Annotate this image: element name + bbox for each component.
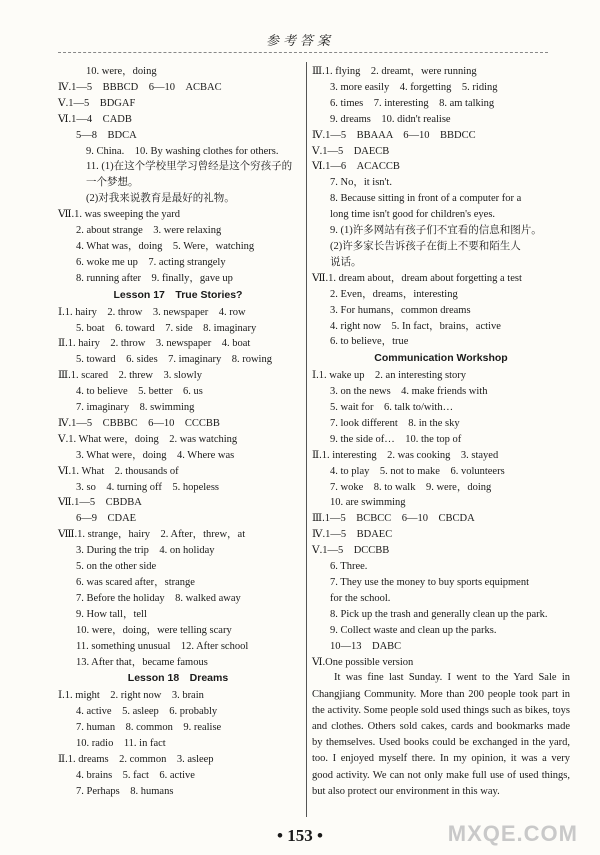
answer-line: 7. woke 8. to walk 9. were，doing — [330, 481, 492, 493]
answer-line: 4. brains 5. fact 6. active — [76, 769, 195, 781]
answer-line: 6. to believe，true — [330, 336, 409, 348]
answer-line: 4. to believe 5. better 6. us — [76, 386, 203, 398]
answer-line: Ⅳ.1—5 CBBBC 6—10 CCCBB — [58, 417, 220, 429]
answer-line: 10—13 DABC — [330, 640, 402, 652]
answer-line: Ⅷ.1. strange，hairy 2. After，threw，at — [58, 529, 246, 541]
answer-line: 6. times 7. interesting 8. am talking — [330, 97, 495, 109]
page-number: • 153 • — [277, 826, 323, 845]
answer-line: Ⅴ.1. What were，doing 2. was watching — [58, 433, 238, 445]
lesson-heading: Lesson 17 True Stories? — [113, 288, 243, 301]
answer-line: 3. more easily 4. forgetting 5. riding — [330, 81, 498, 93]
answer-line: Ⅲ.1. flying 2. dreamt，were running — [312, 66, 477, 77]
answer-line: 3. What were，doing 4. Where was — [76, 449, 235, 461]
answer-line: Ⅴ.1—5 BDGAF — [58, 97, 136, 109]
answer-line: 6—9 CDAE — [76, 513, 137, 525]
answer-line: 9. China. 10. By washing clothes for others. — [86, 145, 279, 157]
answer-line: 5—8 BDCA — [76, 129, 137, 141]
right-column — [312, 64, 570, 800]
answer-line: 4. active 5. asleep 6. probably — [76, 706, 218, 718]
answer-line: 6. woke me up 7. acting strangely — [76, 256, 226, 268]
answer-line: 7. They use the money to buy sports equipment — [330, 577, 529, 588]
answer-line: Ⅵ.One possible version — [312, 656, 414, 668]
answer-line: Ⅳ.1—5 BBAAA 6—10 BBDCC — [312, 129, 476, 141]
answer-line: 3. on the news 4. make friends with — [330, 386, 488, 398]
answer-line: 3. so 4. turning off 5. hopeless — [76, 481, 220, 493]
answer-line: 2. about strange 3. were relaxing — [76, 225, 222, 237]
answer-line: 7. No，it isn't. — [330, 177, 392, 189]
answer-line: 11. (1)在这个学校里学习曾经是这个穷孩子的 — [86, 161, 293, 173]
page-header: 参考答案 — [265, 33, 334, 48]
answer-line: 7. look different 8. in the sky — [330, 417, 460, 429]
answer-line: 8. Pick up the trash and generally clean up the park. — [330, 608, 548, 620]
answer-line: for the school. — [330, 592, 391, 604]
answer-line: 一个梦想。 — [86, 177, 139, 189]
answer-line: Ⅲ.1. scared 2. threw 3. slowly — [58, 370, 202, 382]
answer-line: 3. For humans，common dreams — [330, 304, 471, 316]
answer-line: 说话。 — [330, 256, 362, 268]
answer-line: Ⅱ.1. interesting 2. was cooking 3. stayed — [312, 449, 499, 461]
answer-line: 10. are swimming — [330, 497, 406, 509]
header-rule — [58, 52, 548, 53]
answer-line: 7. Perhaps 8. humans — [76, 785, 174, 797]
answer-line: (2)对我来说教育是最好的礼物。 — [86, 193, 235, 205]
answer-line: Ⅶ.1. dream about，dream about forgetting a test — [312, 272, 522, 284]
answer-line: 10. were，doing — [86, 66, 157, 77]
answer-line: Ⅵ.1. What 2. thousands of — [58, 465, 179, 477]
lesson-heading: Lesson 18 Dreams — [127, 672, 229, 685]
answer-line: 9. (1)许多网站有孩子们不宜看的信息和图片。 — [330, 225, 542, 237]
column-divider — [306, 62, 307, 817]
answer-line: Ⅴ.1—5 DCCBB — [312, 545, 390, 557]
answer-line: Ⅱ.1. hairy 2. throw 3. newspaper 4. boat — [58, 338, 251, 350]
answer-line: 9. dreams 10. didn't realise — [330, 113, 451, 125]
answer-line: 4. right now 5. In fact，brains，active — [330, 320, 501, 332]
essay-paragraph: It was fine last Sunday. I went to the Yard Sale in Changjiang Community. More than 200 people took part in the activity. Some people sold used things such as bikes, toys and clothes. Others sold cakes, cards and bookmarks made by themselves. Used books could be exchanged in the yard, too. I enjoyed myself there. In my opinion, it was a very good activity. We can not only make full use of used things, but also protect our environment in this way. — [312, 672, 570, 797]
answer-line: Ⅰ.1. might 2. right now 3. brain — [58, 690, 204, 702]
answer-line: Ⅳ.1—5 BDAEC — [312, 529, 393, 541]
answer-line: Ⅶ.1. was sweeping the yard — [58, 209, 181, 221]
answer-line: 4. to play 5. not to make 6. volunteers — [330, 465, 505, 477]
answer-line: Ⅲ.1—5 BCBCC 6—10 CBCDA — [312, 513, 475, 525]
answer-line: 8. Because sitting in front of a computer for a — [330, 193, 522, 205]
answer-line: 5. toward 6. sides 7. imaginary 8. rowing — [76, 354, 272, 366]
answer-line: Ⅵ.1—4 CADB — [58, 113, 132, 125]
answer-line: 6. was scared after，strange — [76, 577, 195, 588]
answer-line: 9. Collect waste and clean up the parks. — [330, 624, 497, 636]
answer-line: Ⅱ.1. dreams 2. common 3. asleep — [58, 753, 214, 765]
answer-line: 9. the side of… 10. the top of — [330, 433, 462, 445]
answer-line: Ⅵ.1—6 ACACCB — [312, 161, 400, 173]
answer-line: 3. During the trip 4. on holiday — [76, 545, 215, 557]
answer-line: 7. Before the holiday 8. walked away — [76, 592, 241, 604]
answer-line: 11. something unusual 12. After school — [76, 640, 249, 652]
answer-line: Ⅶ.1—5 CBDBA — [58, 497, 142, 509]
answer-line: 13. After that，became famous — [76, 656, 208, 668]
answer-line: 6. Three. — [330, 561, 368, 573]
answer-line: 2. Even，dreams，interesting — [330, 288, 458, 300]
answer-line: 10. were，doing，were telling scary — [76, 624, 232, 636]
answer-line: long time isn't good for children's eyes. — [330, 209, 496, 221]
answer-line: (2)许多家长告诉孩子在街上不要和陌生人 — [330, 240, 521, 252]
left-column — [58, 64, 298, 800]
answer-line: Ⅰ.1. hairy 2. throw 3. newspaper 4. row — [58, 306, 246, 318]
answer-line: 8. running after 9. finally，gave up — [76, 272, 233, 284]
lesson-heading: Communication Workshop — [374, 352, 508, 365]
answer-line: Ⅴ.1—5 DAECB — [312, 145, 390, 157]
answer-line: 7. human 8. common 9. realise — [76, 722, 222, 734]
answer-line: 5. on the other side — [76, 561, 157, 573]
answer-line: 10. radio 11. in fact — [76, 738, 166, 750]
answer-line: Ⅰ.1. wake up 2. an interesting story — [312, 370, 467, 382]
answer-line: 5. boat 6. toward 7. side 8. imaginary — [76, 322, 257, 334]
answer-line: 9. How tall，tell — [76, 608, 147, 620]
answer-line: 4. What was，doing 5. Were，watching — [76, 240, 255, 252]
watermark-logo: MXQE.COM — [447, 821, 578, 846]
answer-line: 5. wait for 6. talk to/with… — [330, 402, 454, 414]
answer-line: 7. imaginary 8. swimming — [76, 402, 195, 414]
answer-line: Ⅳ.1—5 BBBCD 6—10 ACBAC — [58, 81, 222, 93]
